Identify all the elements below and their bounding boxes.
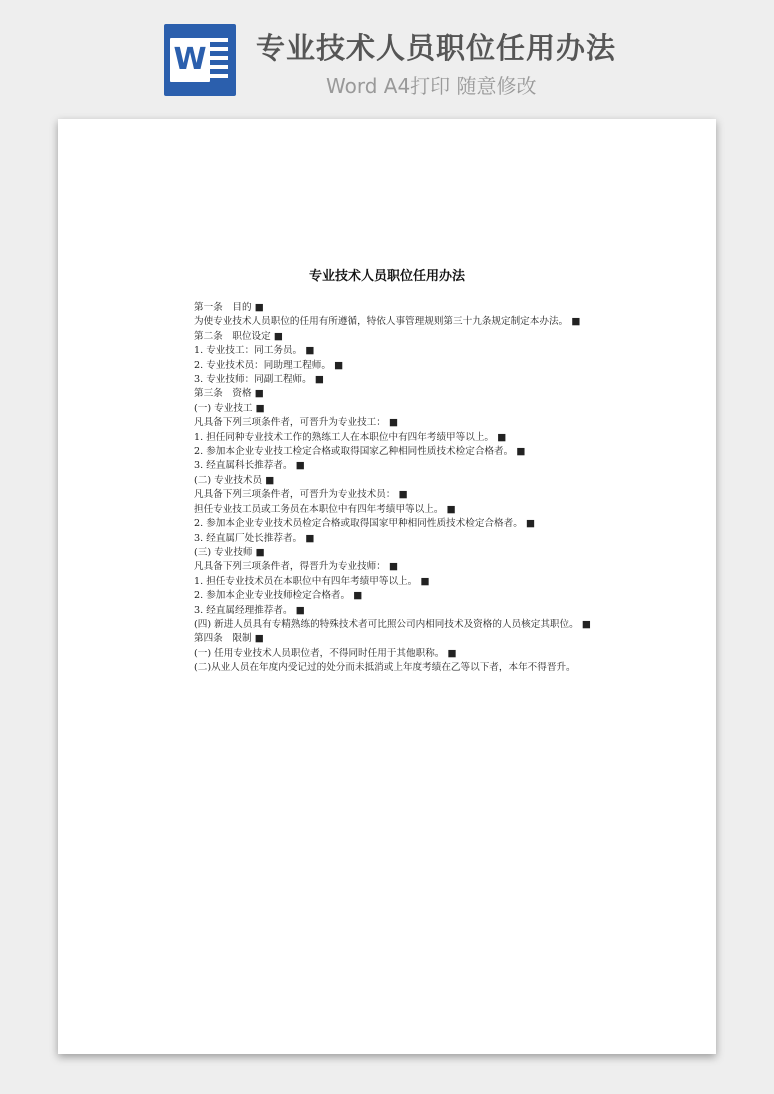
document-page bbox=[58, 119, 716, 1054]
document-paragraph: 2. 参加本企业专业技工检定合格或取得国家乙种相同性质技术检定合格者。 ■ bbox=[194, 446, 526, 458]
header-subtitle: Word A4打印 随意修改 bbox=[326, 74, 537, 98]
document-paragraph: 第二条 职位设定 ■ bbox=[194, 330, 283, 342]
document-paragraph: 第三条 资格 ■ bbox=[194, 388, 264, 400]
document-paragraph: 3. 经直属科长推荐者。 ■ bbox=[194, 460, 305, 472]
page-header bbox=[0, 0, 774, 118]
document-paragraph: 2. 参加本企业专业技师检定合格者。 ■ bbox=[194, 590, 363, 602]
document-paragraph: 凡具备下列三项条件者，可晋升为专业技术员： ■ bbox=[194, 489, 408, 501]
document-paragraph: (四) 新进人员具有专精熟练的特殊技术者可比照公司内相同技术及资格的人员核定其职位。 ■ bbox=[194, 618, 591, 630]
document-paragraph: 2. 参加本企业专业技术员检定合格或取得国家甲种相同性质技术检定合格者。 ■ bbox=[194, 518, 535, 530]
document-paragraph: (三) 专业技师 ■ bbox=[194, 546, 265, 558]
document-paragraph: 第一条 目的 ■ bbox=[194, 302, 264, 313]
document-title: 专业技术人员职位任用办法 bbox=[308, 269, 465, 284]
document-paragraph: (一) 任用专业技术人员职位者，不得同时任用于其他职称。 ■ bbox=[194, 647, 457, 659]
document-paragraph: 为使专业技术人员职位的任用有所遵循，特依人事管理规则第三十九条规定制定本办法。 ■ bbox=[194, 316, 581, 328]
document-paragraph: 1. 担任同种专业技术工作的熟练工人在本职位中有四年考绩甲等以上。 ■ bbox=[194, 431, 507, 443]
document-paragraph: 凡具备下列三项条件者，得晋升为专业技师： ■ bbox=[194, 561, 398, 573]
document-paragraph: 担任专业技工员或工务员在本职位中有四年考绩甲等以上。 ■ bbox=[194, 503, 456, 515]
document-paragraph: (一) 专业技工 ■ bbox=[194, 402, 265, 414]
document-paragraph: 3. 专业技师：同副工程师。 ■ bbox=[194, 374, 324, 386]
document-paragraph: 1. 担任专业技术员在本职位中有四年考绩甲等以上。 ■ bbox=[194, 575, 430, 587]
word-letter: W bbox=[170, 38, 210, 82]
document-paragraph: 凡具备下列三项条件者，可晋升为专业技工： ■ bbox=[194, 417, 398, 429]
document-paragraph: 2. 专业技术员：同助理工程师。 ■ bbox=[194, 359, 344, 371]
document-paragraph: (二)从业人员在年度内受记过的处分而未抵消或上年度考绩在乙等以下者，本年不得晋升。 bbox=[194, 662, 576, 674]
header-title: 专业技术人员职位任用办法 bbox=[256, 31, 617, 65]
document-paragraph: 3. 经直属经理推荐者。 ■ bbox=[194, 604, 305, 616]
word-document-icon bbox=[164, 24, 236, 96]
document-body bbox=[174, 301, 604, 676]
document-paragraph: 1. 专业技工：同工务员。 ■ bbox=[194, 345, 315, 357]
document-paragraph: 第四条 限制 ■ bbox=[194, 633, 264, 645]
document-paragraph: (二) 专业技术员 ■ bbox=[194, 474, 275, 486]
document-paragraph: 3. 经直属厂处长推荐者。 ■ bbox=[194, 532, 315, 544]
